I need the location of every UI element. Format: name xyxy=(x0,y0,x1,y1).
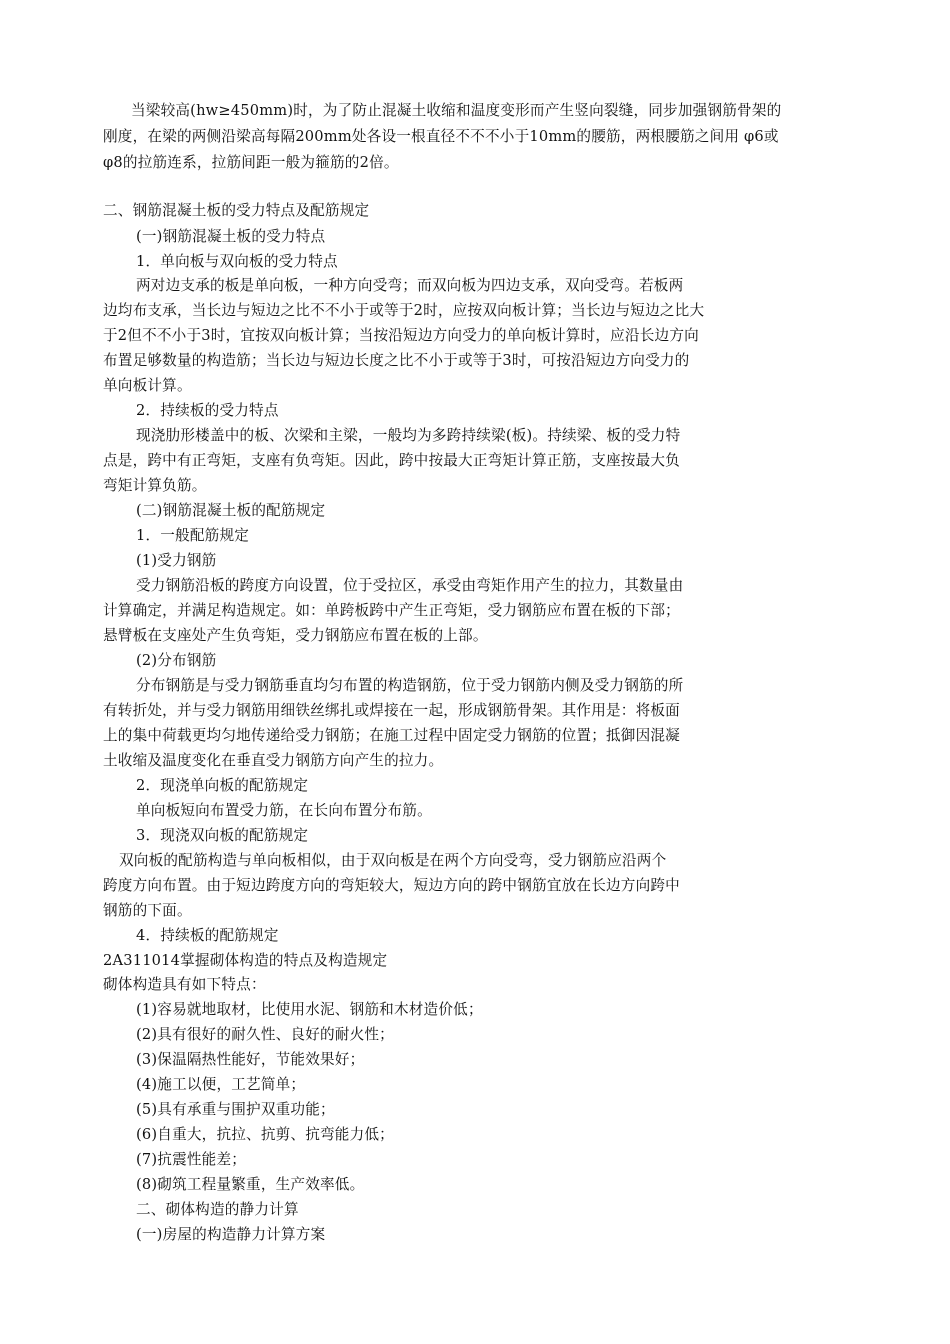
subsection-heading: (一)钢筋混凝土板的受力特点 xyxy=(136,228,326,245)
paragraph-line: 砌体构造具有如下特点： xyxy=(103,976,266,993)
paragraph-line: 上的集中荷载更均匀地传递给受力钢筋；在施工过程中固定受力钢筋的位置；抵御因混凝 xyxy=(103,727,680,744)
paragraph-line: 分布钢筋是与受力钢筋垂直均匀布置的构造钢筋，位于受力钢筋内侧及受力钢筋的所 xyxy=(136,677,684,694)
list-item: (2)具有很好的耐久性、良好的耐火性； xyxy=(136,1026,394,1043)
section-heading: 二、砌体构造的静力计算 xyxy=(136,1201,299,1218)
paragraph-line: 弯矩计算负筋。 xyxy=(103,477,207,494)
paragraph-line: 双向板的配筋构造与单向板相似，由于双向板是在两个方向受弯，受力钢筋应沿两个 xyxy=(119,852,667,869)
item-heading: 3．现浇双向板的配筋规定 xyxy=(136,827,309,844)
paragraph-line: 现浇肋形楼盖中的板、次梁和主梁，一般均为多跨持续梁(板)。持续梁、板的受力特 xyxy=(136,427,681,444)
paragraph-line: φ8的拉筋连系，拉筋间距一般为箍筋的2倍。 xyxy=(103,154,399,171)
paragraph-line: 布置足够数量的构造筋；当长边与短边长度之比不小于或等于3时，可按沿短边方向受力的 xyxy=(103,352,690,369)
item-heading: 1．一般配筋规定 xyxy=(136,527,250,544)
list-item: (7)抗震性能差； xyxy=(136,1151,247,1168)
paragraph-line: 边均布支承，当长边与短边之比不不小于或等于2时，应按双向板计算；当长边与短边之比大 xyxy=(103,302,705,319)
paragraph-line: 单向板短向布置受力筋，在长向布置分布筋。 xyxy=(136,802,432,819)
subsection-heading: (二)钢筋混凝土板的配筋规定 xyxy=(136,502,326,519)
paragraph-line: 钢筋的下面。 xyxy=(103,902,192,919)
subsection-heading: (一)房屋的构造静力计算方案 xyxy=(136,1226,326,1243)
item-heading: 1．单向板与双向板的受力特点 xyxy=(136,253,338,270)
item-heading: (2)分布钢筋 xyxy=(136,652,217,669)
list-item: (8)砌筑工程量繁重，生产效率低。 xyxy=(136,1176,365,1193)
paragraph-line: 当梁较高(hw≥450mm)时，为了防止混凝土收缩和温度变形而产生竖向裂缝，同步加强钢筋骨架的 xyxy=(131,102,782,119)
list-item: (5)具有承重与围护双重功能； xyxy=(136,1101,335,1118)
section-heading: 二、钢筋混凝土板的受力特点及配筋规定 xyxy=(103,202,370,219)
paragraph-line: 土收缩及温度变化在垂直受力钢筋方向产生的拉力。 xyxy=(103,752,444,769)
paragraph-line: 计算确定，并满足构造规定。如：单跨板跨中产生正弯矩，受力钢筋应布置在板的下部； xyxy=(103,602,680,619)
item-heading: 4．持续板的配筋规定 xyxy=(136,927,279,944)
item-heading: 2．持续板的受力特点 xyxy=(136,402,279,419)
section-heading: 2A311014掌握砌体构造的特点及构造规定 xyxy=(103,952,388,969)
paragraph-line: 跨度方向布置。由于短边跨度方向的弯矩较大，短边方向的跨中钢筋宜放在长边方向跨中 xyxy=(103,877,680,894)
paragraph-line: 点是，跨中有正弯矩，支座有负弯矩。因此，跨中按最大正弯矩计算正筋，支座按最大负 xyxy=(103,452,680,469)
list-item: (4)施工以便，工艺简单； xyxy=(136,1076,306,1093)
paragraph-line: 悬臂板在支座处产生负弯矩，受力钢筋应布置在板的上部。 xyxy=(103,627,488,644)
paragraph-line: 受力钢筋沿板的跨度方向设置，位于受拉区，承受由弯矩作用产生的拉力，其数量由 xyxy=(136,577,684,594)
item-heading: (1)受力钢筋 xyxy=(136,552,217,569)
paragraph-line: 单向板计算。 xyxy=(103,377,192,394)
list-item: (6)自重大，抗拉、抗剪、抗弯能力低； xyxy=(136,1126,394,1143)
list-item: (3)保温隔热性能好，节能效果好； xyxy=(136,1051,365,1068)
list-item: (1)容易就地取材，比使用水泥、钢筋和木材造价低； xyxy=(136,1001,483,1018)
paragraph-line: 两对边支承的板是单向板，一种方向受弯；而双向板为四边支承，双向受弯。若板两 xyxy=(136,277,684,294)
paragraph-line: 有转折处，并与受力钢筋用细铁丝绑扎或焊接在一起，形成钢筋骨架。其作用是：将板面 xyxy=(103,702,680,719)
item-heading: 2．现浇单向板的配筋规定 xyxy=(136,777,309,794)
paragraph-line: 于2但不不小于3时，宜按双向板计算；当按沿短边方向受力的单向板计算时，应沿长边方向 xyxy=(103,327,699,344)
paragraph-line: 刚度，在梁的两侧沿梁高每隔200mm处各设一根直径不不不小于10mm的腰筋，两根腰筋之间用 φ6或 xyxy=(103,128,779,145)
